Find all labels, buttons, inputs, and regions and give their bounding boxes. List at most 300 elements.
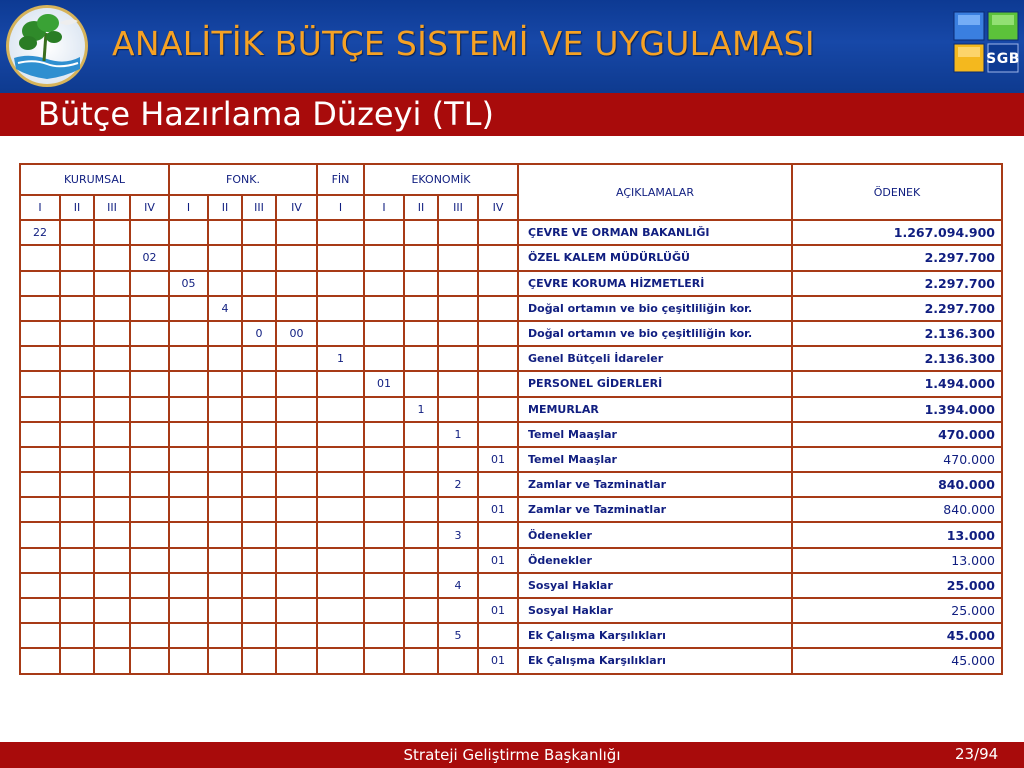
- code-cell: [242, 245, 276, 270]
- code-cell: [478, 271, 518, 296]
- code-cell: [317, 296, 364, 321]
- amount-cell: 2.297.700: [792, 271, 1002, 296]
- code-cell: [404, 321, 438, 346]
- amount-cell: 2.297.700: [792, 296, 1002, 321]
- table-row: [20, 472, 1002, 497]
- code-cell: [317, 245, 364, 270]
- code-cell: [317, 371, 364, 396]
- code-cell: [242, 397, 276, 422]
- code-cell: [438, 245, 478, 270]
- code-cell: [94, 220, 130, 245]
- subheader-cell: IV: [130, 195, 169, 220]
- code-cell: [242, 371, 276, 396]
- code-cell: [60, 573, 94, 598]
- sgb-logo-text: SGB: [986, 51, 1020, 67]
- code-cell: [242, 623, 276, 648]
- code-cell: [404, 648, 438, 673]
- code-cell: [130, 648, 169, 673]
- code-cell: [364, 220, 404, 245]
- code-cell: 4: [208, 296, 242, 321]
- code-cell: [94, 548, 130, 573]
- code-cell: [169, 648, 208, 673]
- code-cell: [169, 245, 208, 270]
- code-cell: [130, 422, 169, 447]
- budget-table: [19, 163, 1003, 675]
- code-cell: 3: [438, 522, 478, 547]
- code-cell: [94, 598, 130, 623]
- amount-cell: 840.000: [792, 497, 1002, 522]
- code-cell: [276, 422, 317, 447]
- description-cell: Temel Maaşlar: [518, 422, 792, 447]
- amount-cell: 2.297.700: [792, 245, 1002, 270]
- code-cell: [276, 346, 317, 371]
- code-cell: [60, 548, 94, 573]
- code-cell: [242, 472, 276, 497]
- code-cell: [208, 346, 242, 371]
- code-cell: [276, 522, 317, 547]
- code-cell: [404, 573, 438, 598]
- table-row: [20, 220, 1002, 245]
- code-cell: [478, 422, 518, 447]
- code-cell: 5: [438, 623, 478, 648]
- code-cell: [438, 497, 478, 522]
- code-cell: [60, 422, 94, 447]
- code-cell: [94, 346, 130, 371]
- code-cell: [438, 321, 478, 346]
- code-cell: [208, 648, 242, 673]
- code-cell: [242, 648, 276, 673]
- header-odenek: ÖDENEK: [792, 164, 1002, 220]
- code-cell: [317, 447, 364, 472]
- code-cell: [404, 447, 438, 472]
- code-cell: [60, 220, 94, 245]
- table-row: [20, 271, 1002, 296]
- code-cell: [130, 397, 169, 422]
- code-cell: [438, 548, 478, 573]
- code-cell: [20, 623, 60, 648]
- amount-cell: 13.000: [792, 522, 1002, 547]
- code-cell: [478, 573, 518, 598]
- code-cell: [169, 522, 208, 547]
- code-cell: [169, 497, 208, 522]
- code-cell: [364, 598, 404, 623]
- code-cell: [20, 397, 60, 422]
- code-cell: [208, 522, 242, 547]
- code-cell: [169, 296, 208, 321]
- code-cell: [130, 472, 169, 497]
- code-cell: [169, 346, 208, 371]
- amount-cell: 470.000: [792, 422, 1002, 447]
- code-cell: [20, 548, 60, 573]
- subheader-cell: I: [364, 195, 404, 220]
- code-cell: [404, 245, 438, 270]
- code-cell: [404, 296, 438, 321]
- code-cell: [478, 371, 518, 396]
- code-cell: [364, 346, 404, 371]
- code-cell: [438, 598, 478, 623]
- description-cell: ÇEVRE KORUMA HİZMETLERİ: [518, 271, 792, 296]
- code-cell: [20, 522, 60, 547]
- table-row: [20, 371, 1002, 396]
- subheader-cell: IV: [478, 195, 518, 220]
- code-cell: [20, 447, 60, 472]
- code-cell: [404, 598, 438, 623]
- header-fonk: FONK.: [169, 164, 317, 195]
- code-cell: [20, 346, 60, 371]
- header-aciklamalar: AÇIKLAMALAR: [518, 164, 792, 220]
- code-cell: [276, 497, 317, 522]
- code-cell: [276, 271, 317, 296]
- code-cell: [94, 472, 130, 497]
- code-cell: [364, 422, 404, 447]
- code-cell: [364, 447, 404, 472]
- table-row: [20, 623, 1002, 648]
- code-cell: [60, 371, 94, 396]
- code-cell: 01: [478, 548, 518, 573]
- code-cell: [94, 422, 130, 447]
- code-cell: [169, 472, 208, 497]
- code-cell: [20, 598, 60, 623]
- code-cell: [130, 220, 169, 245]
- code-cell: [242, 573, 276, 598]
- description-cell: Sosyal Haklar: [518, 598, 792, 623]
- code-cell: [169, 371, 208, 396]
- code-cell: [130, 271, 169, 296]
- table-row: [20, 598, 1002, 623]
- code-cell: 02: [130, 245, 169, 270]
- code-cell: [276, 371, 317, 396]
- code-cell: [60, 447, 94, 472]
- code-cell: [317, 522, 364, 547]
- code-cell: [438, 346, 478, 371]
- code-cell: [130, 296, 169, 321]
- code-cell: 1: [404, 397, 438, 422]
- code-cell: [242, 522, 276, 547]
- table-row: [20, 296, 1002, 321]
- code-cell: [364, 397, 404, 422]
- amount-cell: 840.000: [792, 472, 1002, 497]
- table-row: [20, 548, 1002, 573]
- code-cell: [20, 573, 60, 598]
- code-cell: [478, 220, 518, 245]
- code-cell: [364, 522, 404, 547]
- code-cell: [317, 548, 364, 573]
- code-cell: [94, 497, 130, 522]
- code-cell: [20, 472, 60, 497]
- code-cell: [130, 447, 169, 472]
- code-cell: [276, 548, 317, 573]
- code-cell: [130, 497, 169, 522]
- code-cell: [60, 522, 94, 547]
- code-cell: 01: [478, 497, 518, 522]
- code-cell: [60, 321, 94, 346]
- code-cell: [317, 220, 364, 245]
- code-cell: [208, 422, 242, 447]
- code-cell: [60, 397, 94, 422]
- header-fin: FİN: [317, 164, 364, 195]
- code-cell: [242, 220, 276, 245]
- code-cell: [60, 623, 94, 648]
- code-cell: 00: [276, 321, 317, 346]
- description-cell: Zamlar ve Tazminatlar: [518, 497, 792, 522]
- table-row: [20, 648, 1002, 673]
- table-row: [20, 573, 1002, 598]
- code-cell: [438, 220, 478, 245]
- code-cell: [317, 598, 364, 623]
- code-cell: [130, 346, 169, 371]
- table-row: [20, 422, 1002, 447]
- code-cell: [276, 245, 317, 270]
- code-cell: [208, 623, 242, 648]
- code-cell: [94, 397, 130, 422]
- code-cell: [208, 497, 242, 522]
- amount-cell: 2.136.300: [792, 321, 1002, 346]
- code-cell: [94, 623, 130, 648]
- code-cell: [276, 623, 317, 648]
- amount-cell: 1.267.094.900: [792, 220, 1002, 245]
- description-cell: Doğal ortamın ve bio çeşitliliğin kor.: [518, 296, 792, 321]
- code-cell: [478, 346, 518, 371]
- code-cell: 1: [438, 422, 478, 447]
- code-cell: [94, 271, 130, 296]
- code-cell: [364, 648, 404, 673]
- code-cell: [130, 573, 169, 598]
- code-cell: [60, 598, 94, 623]
- code-cell: [94, 296, 130, 321]
- description-cell: ÖZEL KALEM MÜDÜRLÜĞÜ: [518, 245, 792, 270]
- description-cell: Ödenekler: [518, 548, 792, 573]
- code-cell: 01: [478, 598, 518, 623]
- code-cell: [438, 271, 478, 296]
- code-cell: [94, 371, 130, 396]
- code-cell: [478, 397, 518, 422]
- code-cell: [169, 598, 208, 623]
- code-cell: [94, 321, 130, 346]
- code-cell: [317, 623, 364, 648]
- code-cell: [438, 648, 478, 673]
- amount-cell: 2.136.300: [792, 346, 1002, 371]
- code-cell: [169, 573, 208, 598]
- code-cell: [242, 346, 276, 371]
- code-cell: [364, 296, 404, 321]
- code-cell: [364, 573, 404, 598]
- code-cell: [404, 548, 438, 573]
- code-cell: [276, 648, 317, 673]
- code-cell: [404, 346, 438, 371]
- code-cell: [317, 321, 364, 346]
- code-cell: [404, 271, 438, 296]
- code-cell: [242, 548, 276, 573]
- code-cell: [169, 321, 208, 346]
- code-cell: 01: [364, 371, 404, 396]
- table-row: [20, 522, 1002, 547]
- header-ekonomik: EKONOMİK: [364, 164, 518, 195]
- table-row: [20, 346, 1002, 371]
- code-cell: [208, 271, 242, 296]
- code-cell: [438, 447, 478, 472]
- code-cell: [60, 472, 94, 497]
- description-cell: Genel Bütçeli İdareler: [518, 346, 792, 371]
- code-cell: [20, 648, 60, 673]
- subheader-cell: I: [317, 195, 364, 220]
- code-cell: [94, 573, 130, 598]
- code-cell: [317, 573, 364, 598]
- description-cell: MEMURLAR: [518, 397, 792, 422]
- code-cell: [208, 548, 242, 573]
- description-cell: PERSONEL GİDERLERİ: [518, 371, 792, 396]
- amount-cell: 13.000: [792, 548, 1002, 573]
- code-cell: [169, 220, 208, 245]
- code-cell: 1: [317, 346, 364, 371]
- code-cell: 01: [478, 648, 518, 673]
- code-cell: [364, 497, 404, 522]
- page-number: 23/94: [955, 745, 999, 763]
- header-kurumsal: KURUMSAL: [20, 164, 169, 195]
- subheader-cell: IV: [276, 195, 317, 220]
- subheader-cell: I: [20, 195, 60, 220]
- code-cell: [276, 573, 317, 598]
- code-cell: [242, 296, 276, 321]
- header-bar: [0, 0, 1024, 93]
- footer-bar: [0, 742, 1024, 768]
- code-cell: [130, 522, 169, 547]
- code-cell: [169, 548, 208, 573]
- code-cell: [317, 472, 364, 497]
- amount-cell: 45.000: [792, 623, 1002, 648]
- code-cell: [404, 422, 438, 447]
- table-row: [20, 497, 1002, 522]
- amount-cell: 25.000: [792, 598, 1002, 623]
- table-header-row: [20, 164, 1002, 195]
- code-cell: [169, 397, 208, 422]
- code-cell: [276, 397, 317, 422]
- code-cell: [276, 220, 317, 245]
- code-cell: [404, 371, 438, 396]
- code-cell: [438, 371, 478, 396]
- code-cell: [20, 271, 60, 296]
- code-cell: [60, 648, 94, 673]
- description-cell: ÇEVRE VE ORMAN BAKANLIĞI: [518, 220, 792, 245]
- code-cell: [208, 573, 242, 598]
- code-cell: [60, 245, 94, 270]
- code-cell: [317, 497, 364, 522]
- code-cell: 22: [20, 220, 60, 245]
- code-cell: [438, 296, 478, 321]
- code-cell: [478, 245, 518, 270]
- description-cell: Zamlar ve Tazminatlar: [518, 472, 792, 497]
- table-row: [20, 397, 1002, 422]
- code-cell: [404, 220, 438, 245]
- code-cell: [364, 472, 404, 497]
- description-cell: Temel Maaşlar: [518, 447, 792, 472]
- amount-cell: 1.494.000: [792, 371, 1002, 396]
- code-cell: [404, 623, 438, 648]
- code-cell: [404, 497, 438, 522]
- subheader-cell: I: [169, 195, 208, 220]
- code-cell: [169, 623, 208, 648]
- code-cell: [317, 422, 364, 447]
- footer-text: Strateji Geliştirme Başkanlığı: [403, 746, 621, 764]
- code-cell: [130, 371, 169, 396]
- code-cell: [130, 598, 169, 623]
- code-cell: [317, 271, 364, 296]
- code-cell: [276, 598, 317, 623]
- code-cell: [208, 220, 242, 245]
- ministry-logo-icon: [4, 3, 90, 89]
- code-cell: [208, 472, 242, 497]
- code-cell: [276, 472, 317, 497]
- code-cell: [20, 296, 60, 321]
- code-cell: 4: [438, 573, 478, 598]
- subheader-cell: II: [208, 195, 242, 220]
- app-title: ANALİTİK BÜTÇE SİSTEMİ VE UYGULAMASI: [112, 24, 815, 63]
- description-cell: Doğal ortamın ve bio çeşitliliğin kor.: [518, 321, 792, 346]
- code-cell: [208, 447, 242, 472]
- code-cell: [478, 472, 518, 497]
- code-cell: [317, 397, 364, 422]
- code-cell: [130, 623, 169, 648]
- code-cell: [478, 522, 518, 547]
- amount-cell: 25.000: [792, 573, 1002, 598]
- code-cell: [364, 271, 404, 296]
- code-cell: [364, 321, 404, 346]
- code-cell: [169, 422, 208, 447]
- code-cell: 0: [242, 321, 276, 346]
- subheader-cell: III: [438, 195, 478, 220]
- subheader-cell: II: [60, 195, 94, 220]
- code-cell: [242, 271, 276, 296]
- code-cell: [242, 497, 276, 522]
- description-cell: Sosyal Haklar: [518, 573, 792, 598]
- code-cell: [276, 296, 317, 321]
- code-cell: [364, 245, 404, 270]
- code-cell: [20, 245, 60, 270]
- code-cell: [94, 648, 130, 673]
- code-cell: [276, 447, 317, 472]
- code-cell: 05: [169, 271, 208, 296]
- code-cell: [130, 321, 169, 346]
- code-cell: [208, 598, 242, 623]
- table-row: [20, 245, 1002, 270]
- code-cell: [169, 447, 208, 472]
- code-cell: [208, 321, 242, 346]
- code-cell: [242, 447, 276, 472]
- code-cell: [364, 623, 404, 648]
- code-cell: [130, 548, 169, 573]
- amount-cell: 470.000: [792, 447, 1002, 472]
- code-cell: [478, 296, 518, 321]
- code-cell: [478, 623, 518, 648]
- code-cell: [404, 522, 438, 547]
- description-cell: Ödenekler: [518, 522, 792, 547]
- code-cell: [20, 497, 60, 522]
- code-cell: 2: [438, 472, 478, 497]
- code-cell: [20, 371, 60, 396]
- description-cell: Ek Çalışma Karşılıkları: [518, 623, 792, 648]
- code-cell: [208, 371, 242, 396]
- code-cell: [60, 271, 94, 296]
- subheader-cell: II: [404, 195, 438, 220]
- amount-cell: 1.394.000: [792, 397, 1002, 422]
- code-cell: [94, 245, 130, 270]
- code-cell: [317, 648, 364, 673]
- amount-cell: 45.000: [792, 648, 1002, 673]
- subheader-bar: [0, 93, 1024, 136]
- subheader-cell: III: [242, 195, 276, 220]
- code-cell: [60, 346, 94, 371]
- table-row: [20, 321, 1002, 346]
- code-cell: [60, 296, 94, 321]
